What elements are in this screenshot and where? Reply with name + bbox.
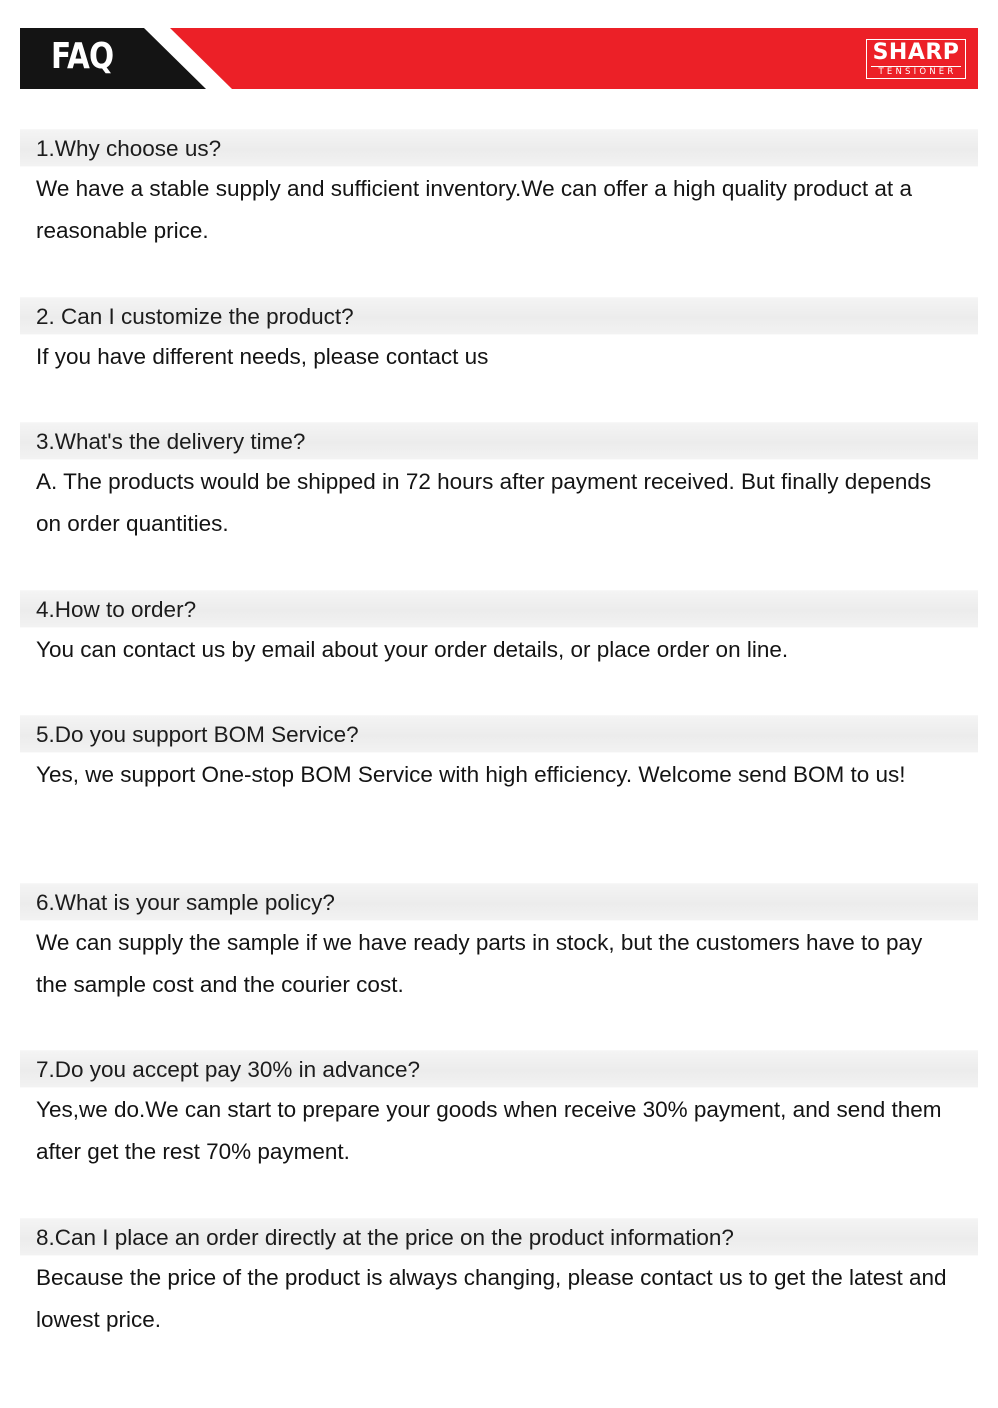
logo-tagline: TENSIONER (871, 66, 961, 77)
faq-answer: Yes, we support One-stop BOM Service with high efficiency. Welcome send BOM to us! (36, 762, 906, 787)
logo-wordmark: SHARP (872, 40, 960, 65)
faq-item-8 (20, 1218, 978, 1341)
faq-answer: If you have different needs, please contact us (36, 344, 489, 369)
faq-question: 5.Do you support BOM Service? (20, 715, 978, 753)
faq-item-6 (20, 883, 978, 1006)
faq-answer: A. The products would be shipped in 72 hours after payment received. But finally depends on order quantities. (36, 469, 932, 536)
faq-question: 4.How to order? (20, 590, 978, 628)
faq-item-7 (20, 1050, 978, 1173)
page-title: FAQ (51, 36, 114, 77)
faq-question: 6.What is your sample policy? (20, 883, 978, 921)
faq-question: 8.Can I place an order directly at the price on the product information? (20, 1218, 978, 1256)
faq-answer: We have a stable supply and sufficient inventory.We can offer a high quality product at a reasonable price. (36, 176, 912, 243)
faq-question: 1.Why choose us? (20, 129, 978, 167)
faq-answer: Because the price of the product is always changing, please contact us to get the latest and lowest price. (36, 1265, 947, 1332)
faq-header-banner (20, 28, 978, 89)
faq-item-3 (20, 422, 978, 545)
faq-question: 7.Do you accept pay 30% in advance? (20, 1050, 978, 1088)
faq-question: 2. Can I customize the product? (20, 297, 978, 335)
faq-question: 3.What's the delivery time? (20, 422, 978, 460)
faq-answer: You can contact us by email about your order details, or place order on line. (36, 637, 789, 662)
faq-item-1 (20, 129, 978, 252)
faq-item-2 (20, 297, 978, 378)
faq-answer: Yes,we do.We can start to prepare your goods when receive 30% payment, and send them after get the rest 70% payment. (36, 1097, 942, 1164)
faq-item-5 (20, 715, 978, 796)
brand-logo (866, 39, 966, 79)
faq-item-4 (20, 590, 978, 671)
faq-answer: We can supply the sample if we have ready parts in stock, but the customers have to pay the sample cost and the courier cost. (36, 930, 923, 997)
